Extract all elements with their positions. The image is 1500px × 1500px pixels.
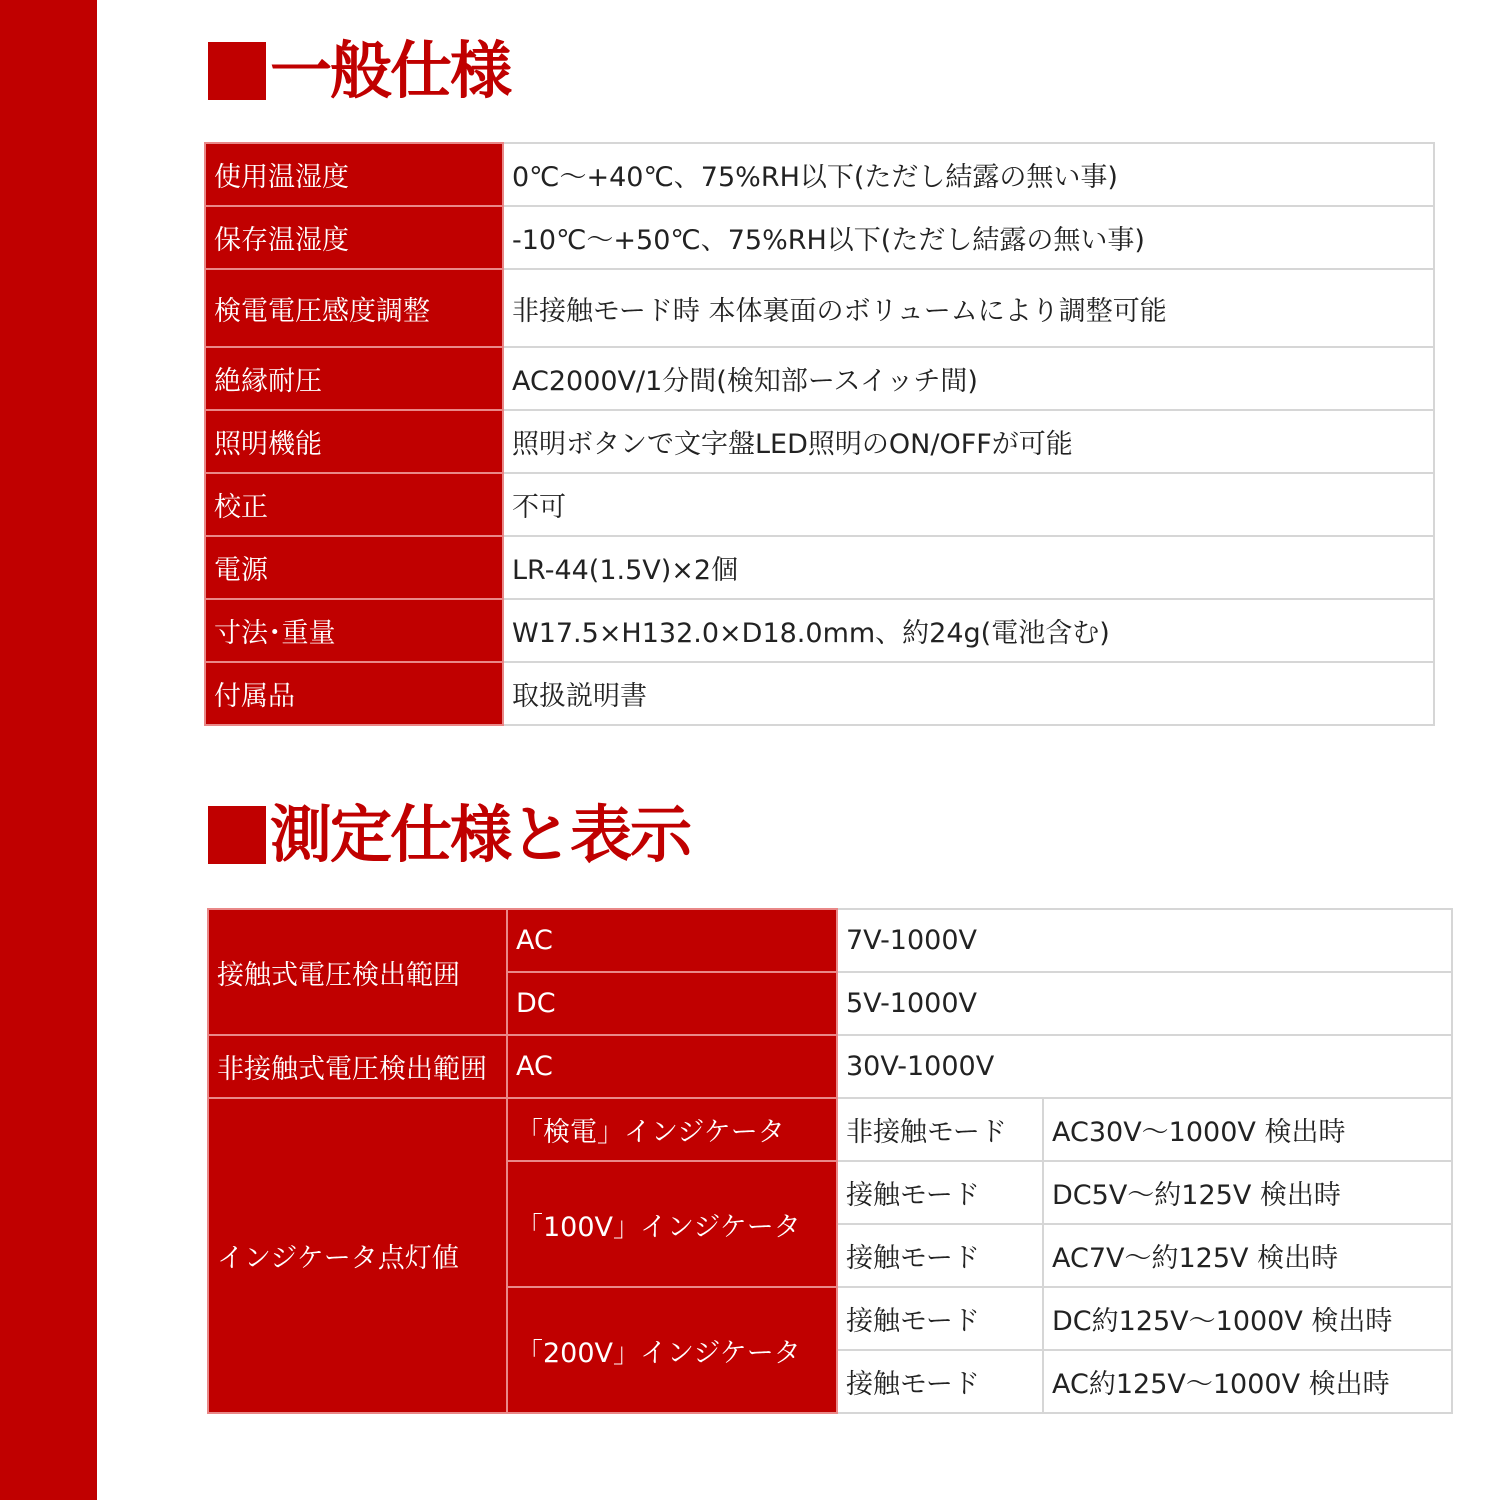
section-title-text: 測定仕様と表示 — [270, 798, 691, 871]
row-label: 電源 — [205, 536, 503, 599]
contact-range-label: 接触式電圧検出範囲 — [208, 909, 507, 1035]
detect-value: DC5V〜約125V 検出時 — [1043, 1161, 1452, 1224]
mode: 接触モード — [837, 1224, 1043, 1287]
table-row — [205, 410, 1434, 473]
square-bullet-icon — [208, 806, 266, 864]
noncontact-range-label: 非接触式電圧検出範囲 — [208, 1035, 507, 1098]
row-label: 検電電圧感度調整 — [205, 269, 503, 347]
table-row — [208, 1098, 1452, 1161]
section-title-general-specs — [208, 34, 511, 107]
row-value: AC2000V/1分間(検知部ースイッチ間) — [503, 347, 1434, 410]
row-label: 付属品 — [205, 662, 503, 725]
current-type: AC — [507, 1035, 837, 1098]
row-value: -10℃〜+50℃、75%RH以下(ただし結露の無い事) — [503, 206, 1434, 269]
range-value: 7V-1000V — [837, 909, 1452, 972]
table-row — [205, 536, 1434, 599]
indicator-name: 「検電」インジケータ — [507, 1098, 837, 1161]
current-type: DC — [507, 972, 837, 1035]
range-value: 5V-1000V — [837, 972, 1452, 1035]
mode: 接触モード — [837, 1350, 1043, 1413]
row-value: 照明ボタンで文字盤LED照明のON/OFFが可能 — [503, 410, 1434, 473]
table-row — [205, 599, 1434, 662]
table-row — [208, 1035, 1452, 1098]
indicator-name: 「200V」インジケータ — [507, 1287, 837, 1413]
row-value: 非接触モード時 本体裏面のボリュームにより調整可能 — [503, 269, 1434, 347]
row-value: LR-44(1.5V)×2個 — [503, 536, 1434, 599]
detect-value: DC約125V〜1000V 検出時 — [1043, 1287, 1452, 1350]
row-value: 取扱説明書 — [503, 662, 1434, 725]
row-label: 保存温湿度 — [205, 206, 503, 269]
table-row — [205, 662, 1434, 725]
row-value: 0℃〜+40℃、75%RH以下(ただし結露の無い事) — [503, 143, 1434, 206]
table-row — [205, 143, 1434, 206]
mode: 接触モード — [837, 1161, 1043, 1224]
table-row — [208, 909, 1452, 972]
row-label: 校正 — [205, 473, 503, 536]
row-label: 絶縁耐圧 — [205, 347, 503, 410]
table-row — [205, 269, 1434, 347]
row-label: 寸法･重量 — [205, 599, 503, 662]
range-value: 30V-1000V — [837, 1035, 1452, 1098]
detect-value: AC約125V〜1000V 検出時 — [1043, 1350, 1452, 1413]
measurement-specs-table — [207, 908, 1453, 1414]
section-title-measurement-specs — [208, 798, 691, 871]
current-type: AC — [507, 909, 837, 972]
section-title-text: 一般仕様 — [270, 34, 511, 107]
red-sidebar-band — [0, 0, 97, 1500]
indicator-label: インジケータ点灯値 — [208, 1098, 507, 1413]
row-label: 使用温湿度 — [205, 143, 503, 206]
row-value: 不可 — [503, 473, 1434, 536]
detect-value: AC7V〜約125V 検出時 — [1043, 1224, 1452, 1287]
row-label: 照明機能 — [205, 410, 503, 473]
table-row — [205, 473, 1434, 536]
table-row — [205, 206, 1434, 269]
mode: 非接触モード — [837, 1098, 1043, 1161]
detect-value: AC30V〜1000V 検出時 — [1043, 1098, 1452, 1161]
table-row — [205, 347, 1434, 410]
indicator-name: 「100V」インジケータ — [507, 1161, 837, 1287]
general-specs-table — [204, 142, 1435, 726]
row-value: W17.5×H132.0×D18.0mm、約24g(電池含む) — [503, 599, 1434, 662]
mode: 接触モード — [837, 1287, 1043, 1350]
square-bullet-icon — [208, 42, 266, 100]
